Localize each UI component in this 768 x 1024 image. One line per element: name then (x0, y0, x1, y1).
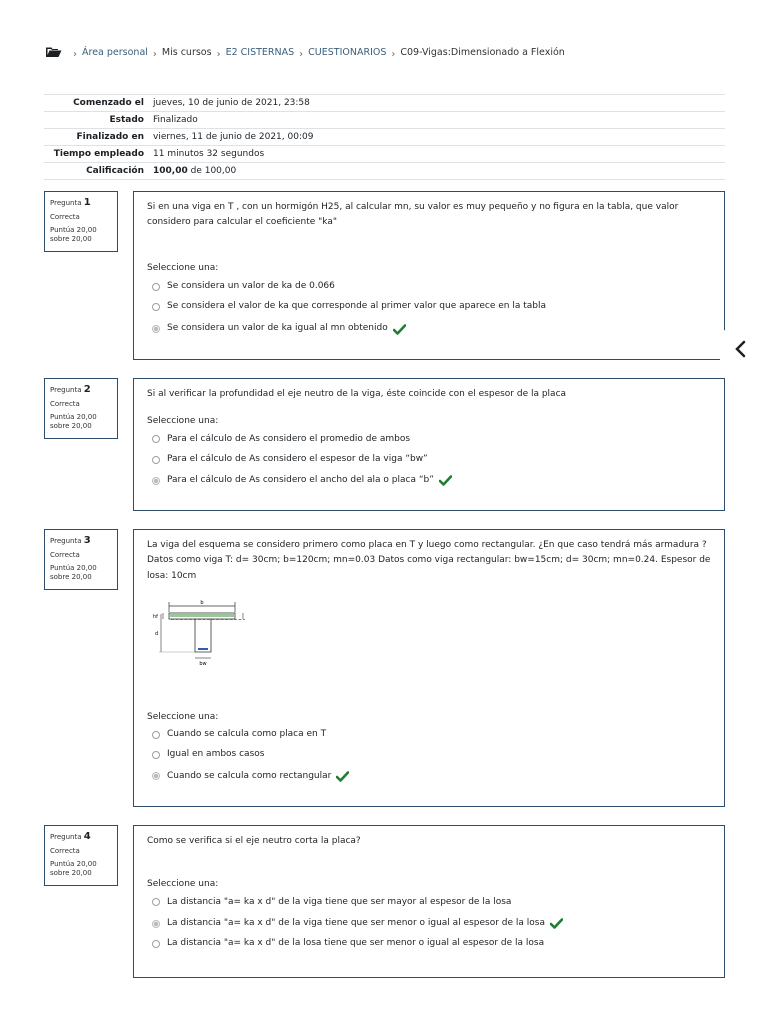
breadcrumb-section[interactable]: CUESTIONARIOS (308, 46, 387, 58)
answer-option[interactable] (147, 279, 711, 294)
breadcrumb-current: C09-Vigas:Dimensionado a Flexión (400, 46, 565, 58)
breadcrumb-separator: › (299, 48, 304, 60)
answer-prompt: Seleccione una: (147, 879, 219, 890)
answer-option[interactable] (147, 432, 711, 447)
question-mark: Puntúa 20,00 sobre 20,00 (50, 859, 97, 878)
answer-option-label: Para el cálculo de As considero el promedio de ambos (167, 433, 411, 444)
answer-option-label: Igual en ambos casos (167, 749, 265, 760)
question-mark: Puntúa 20,00 sobre 20,00 (50, 563, 97, 582)
breadcrumb-course[interactable]: E2 CISTERNAS (225, 46, 295, 58)
breadcrumb-mis-cursos[interactable]: Mis cursos (161, 46, 212, 58)
question-label: Pregunta (50, 833, 82, 841)
question-text: Como se verifica si el eje neutro corta la placa? (147, 836, 361, 846)
radio-button-checked[interactable] (152, 325, 160, 333)
answer-option-label: Cuando se calcula como rectangular (167, 770, 332, 781)
radio-button[interactable] (152, 751, 160, 759)
answer-option[interactable] (147, 895, 711, 910)
summary-label: Tiempo empleado (53, 149, 144, 159)
answer-prompt: Seleccione una: (147, 262, 219, 273)
radio-button-checked[interactable] (152, 477, 160, 485)
summary-label: Estado (109, 115, 144, 125)
label-d: d (155, 630, 159, 637)
check-icon (393, 324, 406, 335)
answer-option[interactable] (147, 936, 711, 951)
summary-label: Comenzado el (73, 98, 144, 108)
grade-total: de 100,00 (190, 166, 237, 176)
summary-row (44, 112, 725, 129)
answer-prompt: Seleccione una: (147, 711, 219, 722)
summary-row (44, 163, 725, 180)
answer-option[interactable] (147, 747, 711, 762)
question-label: Pregunta (50, 386, 82, 394)
answer-prompt: Seleccione una: (147, 416, 219, 427)
radio-button[interactable] (152, 283, 160, 291)
label-b: b (200, 599, 204, 606)
question-label: Pregunta (50, 537, 82, 545)
attempt-summary-table (44, 94, 725, 180)
summary-label: Finalizado en (76, 132, 144, 142)
answer-option[interactable] (147, 727, 711, 742)
breadcrumb-area-personal[interactable]: Área personal (82, 46, 148, 58)
breadcrumb (46, 46, 565, 58)
answer-option-label: Para el cálculo de As considero el ancho del ala o placa “b” (167, 475, 434, 486)
answer-option-label: Para el cálculo de As considero el espesor de la viga “bw” (167, 453, 428, 464)
question-3-info (44, 529, 118, 590)
drawer-toggle[interactable] (720, 330, 760, 368)
summary-value (149, 163, 725, 180)
summary-row (44, 129, 725, 146)
answer-option-label: Se considera el valor de ka que corresponde al primer valor que aparece en la tabla (167, 301, 546, 312)
radio-button[interactable] (152, 303, 160, 311)
answer-option-label: Se considera un valor de ka de 0.066 (167, 280, 335, 291)
question-text: Si al verificar la profundidad el eje neutro de la viga, éste coincide con el espesor de la placa (147, 389, 567, 399)
breadcrumb-separator: › (216, 48, 221, 60)
answer-option-selected[interactable] (147, 473, 711, 488)
radio-button[interactable] (152, 456, 160, 464)
check-icon (550, 918, 563, 929)
question-text: La viga del esquema se considero primero como placa en T y luego como rectangular. ¿En que caso tendrá más armadura ? Datos como viga T: d= 30cm; b=120cm; mn=0.03 Datos como viga rectangular: bw=15cm; d= 30cm; mn=0.24. Espesor de losa: 10cm (147, 540, 711, 581)
summary-value: 11 minutos 32 segundos (153, 149, 265, 159)
radio-button-checked[interactable] (152, 920, 160, 928)
question-2-info (44, 378, 118, 439)
answer-option-label: La distancia "a= ka x d" de la losa tiene que ser menor o igual al espesor de la losa (167, 938, 545, 949)
question-4-content (133, 825, 725, 978)
question-number: 1 (83, 197, 91, 208)
radio-button[interactable] (152, 435, 160, 443)
summary-value: Finalizado (153, 115, 198, 125)
answer-option-label: Cuando se calcula como placa en T (167, 729, 327, 740)
t-beam-diagram (147, 598, 267, 678)
answer-option-label: La distancia "a= ka x d" de la viga tiene que ser mayor al espesor de la losa (167, 896, 512, 907)
answer-option-selected[interactable] (147, 769, 711, 784)
grade-value: 100,00 (153, 166, 188, 176)
radio-button[interactable] (152, 940, 160, 948)
label-bw: bw (199, 660, 207, 667)
summary-value: viernes, 11 de junio de 2021, 00:09 (153, 132, 314, 142)
breadcrumb-separator: › (152, 48, 157, 60)
breadcrumb-separator: › (73, 48, 77, 60)
question-state: Correcta (50, 550, 80, 559)
answer-option-label: La distancia "a= ka x d" de la viga tiene que ser menor o igual al espesor de la losa (167, 917, 545, 928)
radio-button[interactable] (152, 731, 160, 739)
question-1-info (44, 191, 118, 252)
answer-option-selected[interactable] (147, 916, 711, 931)
question-number: 3 (83, 535, 91, 546)
radio-button-checked[interactable] (152, 772, 160, 780)
summary-row (44, 95, 725, 112)
answer-option-selected[interactable] (147, 321, 711, 336)
question-mark: Puntúa 20,00 sobre 20,00 (50, 412, 97, 431)
summary-value: jueves, 10 de junio de 2021, 23:58 (153, 98, 310, 108)
question-text: Si en una viga en T , con un hormigón H25, al calcular mn, su valor es muy pequeño y no figura en la tabla, que valor considero para calcular el coeficiente "ka" (147, 202, 679, 228)
label-hf: hf (153, 613, 158, 620)
question-3-content (133, 529, 725, 807)
answer-option[interactable] (147, 452, 711, 467)
breadcrumb-separator: › (391, 48, 396, 60)
question-number: 2 (83, 384, 91, 395)
question-mark: Puntúa 20,00 sobre 20,00 (50, 225, 97, 244)
question-state: Correcta (50, 846, 80, 855)
question-number: 4 (83, 831, 91, 842)
question-state: Correcta (50, 212, 80, 221)
answer-option[interactable] (147, 299, 711, 314)
radio-button[interactable] (152, 898, 160, 906)
folder-open-icon[interactable] (46, 46, 62, 58)
summary-label: Calificación (86, 166, 144, 176)
question-label: Pregunta (50, 199, 82, 207)
question-state: Correcta (50, 399, 80, 408)
check-icon (439, 475, 452, 486)
answer-option-label: Se considera un valor de ka igual al mn obtenido (167, 323, 388, 334)
summary-row (44, 146, 725, 163)
question-1-content (133, 191, 725, 360)
check-icon (336, 771, 349, 782)
question-2-content (133, 378, 725, 511)
chevron-left-icon[interactable] (734, 340, 746, 358)
question-4-info (44, 825, 118, 886)
